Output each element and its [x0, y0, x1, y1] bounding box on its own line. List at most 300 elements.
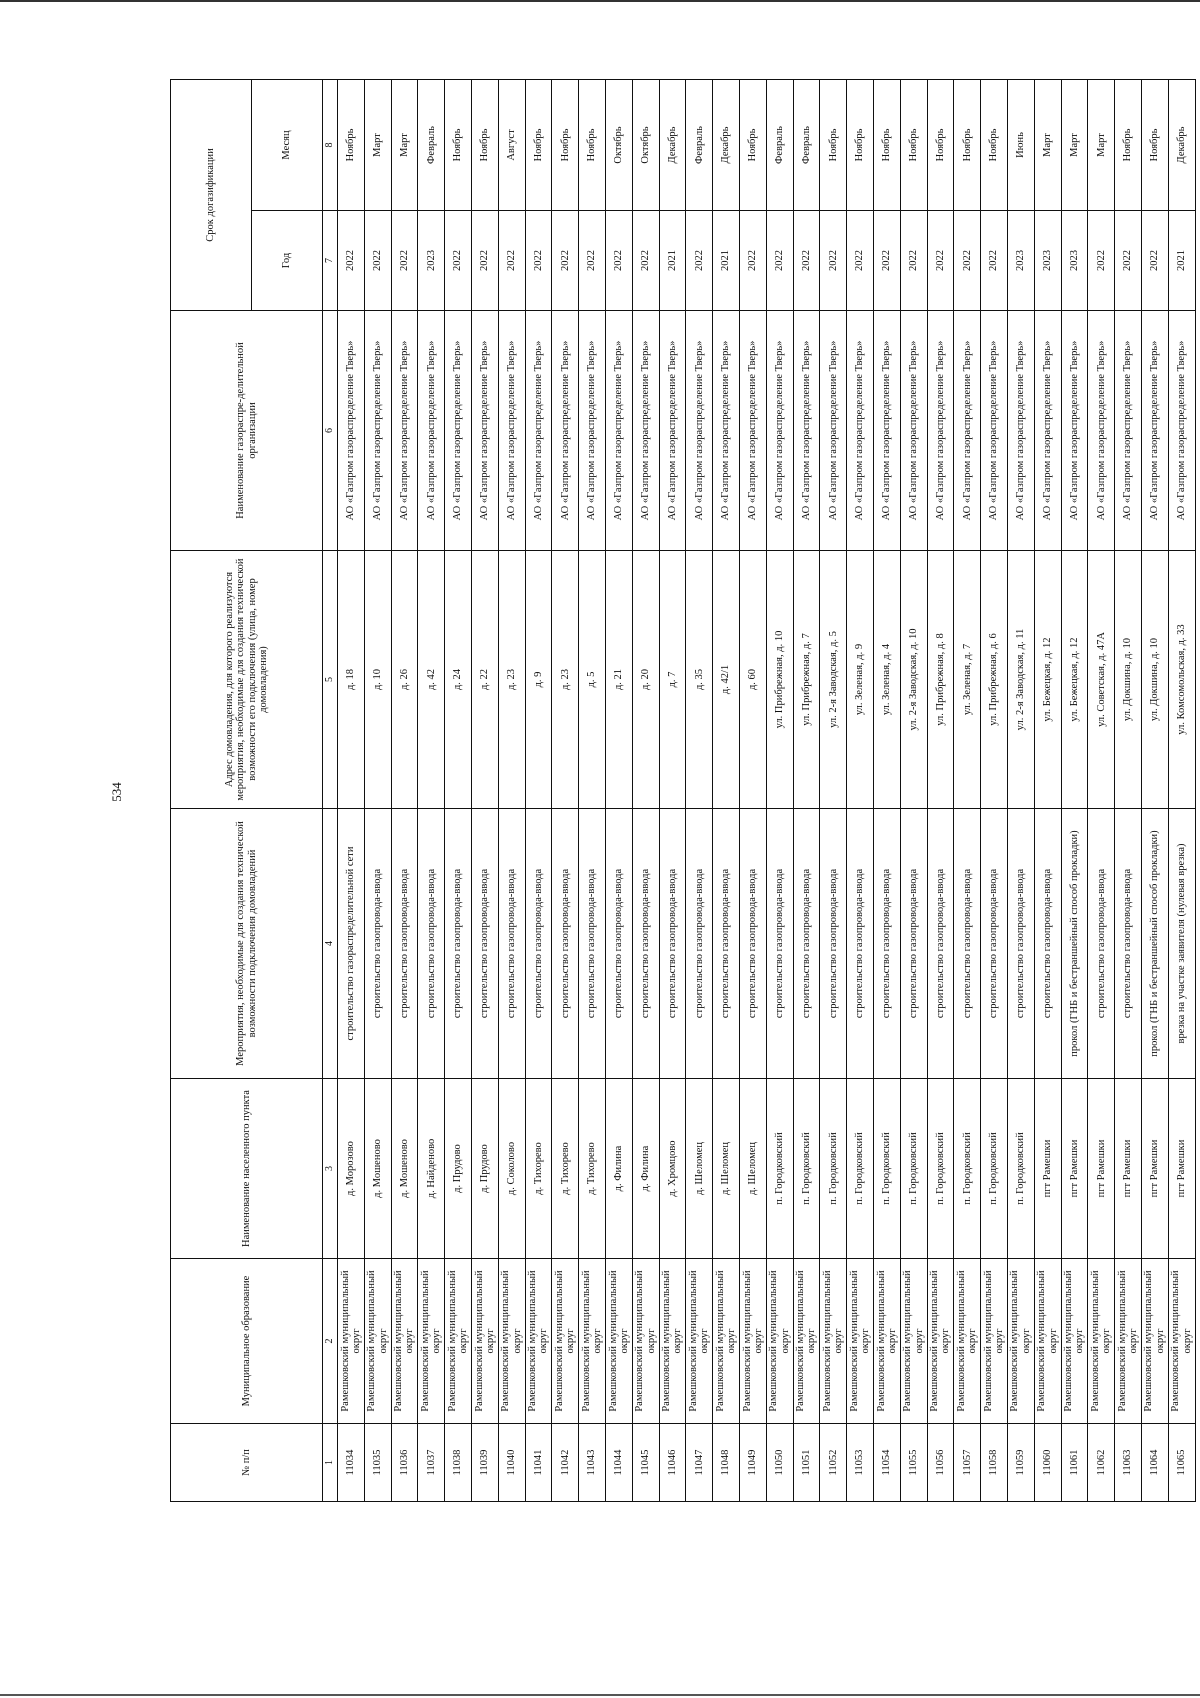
cell-municipality: Рамешковский муниципальный округ	[605, 1259, 632, 1424]
header-organization: Наименование газораспре-делительной организации	[171, 311, 323, 551]
cell-settlement: пгт Рамешки	[1115, 1079, 1142, 1259]
cell-settlement: п. Городковский	[820, 1079, 847, 1259]
cell-year: 2022	[525, 211, 552, 311]
cell-settlement: п. Городковский	[766, 1079, 793, 1259]
cell-organization: АО «Газпром газораспределение Тверь»	[954, 311, 981, 551]
cell-month: Март	[391, 79, 418, 210]
cell-year: 2022	[739, 211, 766, 311]
cell-address: ул. Комсомольская, д. 33	[1168, 551, 1195, 809]
cell-year: 2022	[552, 211, 579, 311]
gasification-table	[170, 79, 1196, 1502]
cell-organization: АО «Газпром газораспределение Тверь»	[1061, 311, 1088, 551]
cell-address: д. 26	[391, 551, 418, 809]
cell-works: строительство газопровода-ввода	[793, 809, 820, 1079]
cell-organization: АО «Газпром газораспределение Тверь»	[1088, 311, 1115, 551]
cell-address: д. 24	[445, 551, 472, 809]
cell-number: 11043	[579, 1424, 606, 1502]
cell-works: строительство газопровода-ввода	[927, 809, 954, 1079]
cell-month: Ноябрь	[954, 79, 981, 210]
cell-municipality: Рамешковский муниципальный округ	[471, 1259, 498, 1424]
cell-number: 11054	[873, 1424, 900, 1502]
cell-works: строительство газопровода-ввода	[954, 809, 981, 1079]
cell-works: строительство газопровода-ввода	[1115, 809, 1142, 1079]
cell-month: Ноябрь	[1141, 79, 1168, 210]
cell-organization: АО «Газпром газораспределение Тверь»	[445, 311, 472, 551]
header-year: Год	[252, 211, 323, 311]
cell-municipality: Рамешковский муниципальный округ	[1061, 1259, 1088, 1424]
cell-works: строительство газопровода-ввода	[418, 809, 445, 1079]
cell-organization: АО «Газпром газораспределение Тверь»	[981, 311, 1008, 551]
cell-organization: АО «Газпром газораспределение Тверь»	[579, 311, 606, 551]
cell-month: Март	[1061, 79, 1088, 210]
cell-month: Июнь	[1007, 79, 1034, 210]
cell-month: Февраль	[418, 79, 445, 210]
cell-settlement: п. Городковский	[927, 1079, 954, 1259]
table-row	[1034, 79, 1061, 1501]
cell-year: 2021	[1168, 211, 1195, 311]
cell-year: 2022	[766, 211, 793, 311]
table-row	[793, 79, 820, 1501]
table-row	[820, 79, 847, 1501]
cell-settlement: д. Тихорево	[552, 1079, 579, 1259]
table-row	[1168, 79, 1195, 1501]
cell-month: Ноябрь	[1115, 79, 1142, 210]
cell-organization: АО «Газпром газораспределение Тверь»	[766, 311, 793, 551]
cell-organization: АО «Газпром газораспределение Тверь»	[1115, 311, 1142, 551]
cell-address: ул. 2-я Заводская, д. 10	[900, 551, 927, 809]
cell-number: 11051	[793, 1424, 820, 1502]
cell-municipality: Рамешковский муниципальный округ	[659, 1259, 686, 1424]
table-row	[632, 79, 659, 1501]
cell-municipality: Рамешковский муниципальный округ	[445, 1259, 472, 1424]
table-row	[686, 79, 713, 1501]
cell-year: 2022	[954, 211, 981, 311]
cell-municipality: Рамешковский муниципальный округ	[1034, 1259, 1061, 1424]
cell-works: строительство газопровода-ввода	[713, 809, 740, 1079]
cell-municipality: Рамешковский муниципальный округ	[364, 1259, 391, 1424]
cell-month: Ноябрь	[445, 79, 472, 210]
cell-month: Ноябрь	[338, 79, 365, 210]
column-number-row	[323, 79, 338, 1501]
cell-number: 11065	[1168, 1424, 1195, 1502]
cell-works: строительство газопровода-ввода	[1007, 809, 1034, 1079]
cell-organization: АО «Газпром газораспределение Тверь»	[1168, 311, 1195, 551]
header-works: Мероприятия, необходимые для создания технической возможности подключения домовладений	[171, 809, 323, 1079]
cell-year: 2022	[686, 211, 713, 311]
cell-address: д. 60	[739, 551, 766, 809]
cell-address: ул. Советская, д. 47А	[1088, 551, 1115, 809]
cell-year: 2022	[793, 211, 820, 311]
cell-year: 2023	[418, 211, 445, 311]
cell-settlement: д. Шеломец	[713, 1079, 740, 1259]
cell-address: д. 42/1	[713, 551, 740, 809]
cell-month: Ноябрь	[873, 79, 900, 210]
cell-settlement: д. Соколово	[498, 1079, 525, 1259]
cell-year: 2022	[900, 211, 927, 311]
cell-address: ул. Докшина, д. 10	[1141, 551, 1168, 809]
cell-settlement: п. Городковский	[954, 1079, 981, 1259]
table-row	[927, 79, 954, 1501]
cell-year: 2021	[713, 211, 740, 311]
cell-address: ул. Зеленая, д. 4	[873, 551, 900, 809]
table-row	[1061, 79, 1088, 1501]
scan-edge-bottom	[0, 1694, 1200, 1696]
cell-settlement: д. Прудово	[471, 1079, 498, 1259]
cell-address: ул. 2-я Заводская, д. 11	[1007, 551, 1034, 809]
table-row	[364, 79, 391, 1501]
cell-year: 2022	[981, 211, 1008, 311]
cell-number: 11063	[1115, 1424, 1142, 1502]
cell-month: Ноябрь	[552, 79, 579, 210]
cell-works: строительство газопровода-ввода	[552, 809, 579, 1079]
cell-settlement: д. Мошеново	[391, 1079, 418, 1259]
cell-address: ул. Бежецкая, д. 12	[1034, 551, 1061, 809]
cell-year: 2022	[847, 211, 874, 311]
cell-address: ул. Прибрежная, д. 10	[766, 551, 793, 809]
table-row	[766, 79, 793, 1501]
cell-address: ул. Бежецкая, д. 12	[1061, 551, 1088, 809]
cell-works: строительство газопровода-ввода	[873, 809, 900, 1079]
cell-number: 11048	[713, 1424, 740, 1502]
cell-address: д. 22	[471, 551, 498, 809]
cell-number: 11037	[418, 1424, 445, 1502]
header-settlement: Наименование населенного пункта	[171, 1079, 323, 1259]
page-number: 534	[109, 782, 124, 802]
table-row	[552, 79, 579, 1501]
cell-address: д. 21	[605, 551, 632, 809]
cell-works: строительство газораспределительной сети	[338, 809, 365, 1079]
cell-number: 11036	[391, 1424, 418, 1502]
cell-number: 11059	[1007, 1424, 1034, 1502]
cell-number: 11050	[766, 1424, 793, 1502]
cell-organization: АО «Газпром газораспределение Тверь»	[498, 311, 525, 551]
cell-municipality: Рамешковский муниципальный округ	[1115, 1259, 1142, 1424]
cell-number: 11046	[659, 1424, 686, 1502]
table-row	[1141, 79, 1168, 1501]
cell-organization: АО «Газпром газораспределение Тверь»	[793, 311, 820, 551]
cell-works: строительство газопровода-ввода	[525, 809, 552, 1079]
cell-municipality: Рамешковский муниципальный округ	[418, 1259, 445, 1424]
column-number: 1	[323, 1424, 338, 1502]
cell-number: 11056	[927, 1424, 954, 1502]
cell-month: Октябрь	[632, 79, 659, 210]
cell-address: д. 42	[418, 551, 445, 809]
cell-year: 2022	[1115, 211, 1142, 311]
table-rotator	[170, 80, 1193, 1502]
cell-address: д. 7	[659, 551, 686, 809]
cell-organization: АО «Газпром газораспределение Тверь»	[391, 311, 418, 551]
cell-settlement: пгт Рамешки	[1141, 1079, 1168, 1259]
cell-month: Ноябрь	[927, 79, 954, 210]
cell-organization: АО «Газпром газораспределение Тверь»	[418, 311, 445, 551]
cell-number: 11039	[471, 1424, 498, 1502]
cell-municipality: Рамешковский муниципальный округ	[579, 1259, 606, 1424]
cell-settlement: д. Филина	[632, 1079, 659, 1259]
cell-works: прокол (ГНБ и бестраншейный способ прокладки)	[1141, 809, 1168, 1079]
cell-number: 11057	[954, 1424, 981, 1502]
column-number: 5	[323, 551, 338, 809]
cell-month: Август	[498, 79, 525, 210]
table-row	[391, 79, 418, 1501]
cell-settlement: д. Шеломец	[686, 1079, 713, 1259]
cell-settlement: д. Тихорево	[579, 1079, 606, 1259]
table-row	[498, 79, 525, 1501]
cell-municipality: Рамешковский муниципальный округ	[1168, 1259, 1195, 1424]
cell-year: 2022	[338, 211, 365, 311]
header-address: Адрес домовладения, для которого реализуются мероприятия, необходимые для создания технической возможности его подключения (улица, номер домовладения)	[171, 551, 323, 809]
cell-address: ул. Зеленая, д. 7	[954, 551, 981, 809]
cell-number: 11034	[338, 1424, 365, 1502]
cell-settlement: п. Городковский	[1007, 1079, 1034, 1259]
cell-municipality: Рамешковский муниципальный округ	[820, 1259, 847, 1424]
table-row	[847, 79, 874, 1501]
cell-address: д. 35	[686, 551, 713, 809]
cell-settlement: пгт Рамешки	[1168, 1079, 1195, 1259]
cell-works: строительство газопровода-ввода	[471, 809, 498, 1079]
cell-works: строительство газопровода-ввода	[1088, 809, 1115, 1079]
cell-organization: АО «Газпром газораспределение Тверь»	[739, 311, 766, 551]
cell-organization: АО «Газпром газораспределение Тверь»	[927, 311, 954, 551]
cell-municipality: Рамешковский муниципальный округ	[552, 1259, 579, 1424]
cell-year: 2023	[1007, 211, 1034, 311]
table-row	[525, 79, 552, 1501]
cell-organization: АО «Газпром газораспределение Тверь»	[659, 311, 686, 551]
cell-works: строительство газопровода-ввода	[900, 809, 927, 1079]
cell-year: 2021	[659, 211, 686, 311]
cell-number: 11052	[820, 1424, 847, 1502]
cell-settlement: п. Городковский	[873, 1079, 900, 1259]
cell-month: Ноябрь	[820, 79, 847, 210]
cell-organization: АО «Газпром газораспределение Тверь»	[713, 311, 740, 551]
cell-settlement: пгт Рамешки	[1034, 1079, 1061, 1259]
cell-works: строительство газопровода-ввода	[981, 809, 1008, 1079]
cell-settlement: п. Городковский	[847, 1079, 874, 1259]
cell-number: 11040	[498, 1424, 525, 1502]
table-row	[445, 79, 472, 1501]
table-row	[659, 79, 686, 1501]
cell-number: 11062	[1088, 1424, 1115, 1502]
table-row	[739, 79, 766, 1501]
cell-year: 2023	[1034, 211, 1061, 311]
column-number: 4	[323, 809, 338, 1079]
cell-year: 2022	[1141, 211, 1168, 311]
cell-month: Ноябрь	[579, 79, 606, 210]
cell-year: 2022	[1088, 211, 1115, 311]
cell-address: д. 18	[338, 551, 365, 809]
cell-settlement: д. Мошеново	[364, 1079, 391, 1259]
cell-municipality: Рамешковский муниципальный округ	[900, 1259, 927, 1424]
cell-month: Ноябрь	[525, 79, 552, 210]
cell-organization: АО «Газпром газораспределение Тверь»	[873, 311, 900, 551]
column-number: 3	[323, 1079, 338, 1259]
cell-works: строительство газопровода-ввода	[820, 809, 847, 1079]
cell-works: строительство газопровода-ввода	[847, 809, 874, 1079]
cell-settlement: д. Хромцово	[659, 1079, 686, 1259]
cell-municipality: Рамешковский муниципальный округ	[981, 1259, 1008, 1424]
cell-settlement: д. Филина	[605, 1079, 632, 1259]
cell-municipality: Рамешковский муниципальный округ	[632, 1259, 659, 1424]
cell-month: Ноябрь	[900, 79, 927, 210]
cell-address: ул. Зеленая, д. 9	[847, 551, 874, 809]
cell-year: 2022	[820, 211, 847, 311]
cell-number: 11049	[739, 1424, 766, 1502]
table-row	[1088, 79, 1115, 1501]
cell-year: 2022	[364, 211, 391, 311]
cell-month: Март	[1088, 79, 1115, 210]
cell-settlement: п. Городковский	[900, 1079, 927, 1259]
cell-organization: АО «Газпром газораспределение Тверь»	[1034, 311, 1061, 551]
table-row	[873, 79, 900, 1501]
cell-month: Февраль	[686, 79, 713, 210]
cell-month: Ноябрь	[847, 79, 874, 210]
column-number: 6	[323, 311, 338, 551]
table-row	[418, 79, 445, 1501]
cell-works: строительство газопровода-ввода	[739, 809, 766, 1079]
cell-month: Декабрь	[713, 79, 740, 210]
cell-organization: АО «Газпром газораспределение Тверь»	[552, 311, 579, 551]
table-row	[981, 79, 1008, 1501]
cell-address: ул. Докшина, д. 10	[1115, 551, 1142, 809]
cell-month: Март	[1034, 79, 1061, 210]
cell-municipality: Рамешковский муниципальный округ	[525, 1259, 552, 1424]
column-number: 2	[323, 1259, 338, 1424]
table-row	[579, 79, 606, 1501]
cell-number: 11061	[1061, 1424, 1088, 1502]
cell-number: 11060	[1034, 1424, 1061, 1502]
cell-organization: АО «Газпром газораспределение Тверь»	[471, 311, 498, 551]
table-row	[954, 79, 981, 1501]
cell-municipality: Рамешковский муниципальный округ	[793, 1259, 820, 1424]
cell-organization: АО «Газпром газораспределение Тверь»	[1141, 311, 1168, 551]
header-number: № п/п	[171, 1424, 323, 1502]
cell-settlement: д. Тихорево	[525, 1079, 552, 1259]
cell-settlement: п. Городковский	[793, 1079, 820, 1259]
cell-works: строительство газопровода-ввода	[391, 809, 418, 1079]
cell-organization: АО «Газпром газораспределение Тверь»	[847, 311, 874, 551]
cell-year: 2022	[498, 211, 525, 311]
cell-month: Ноябрь	[981, 79, 1008, 210]
table-row	[605, 79, 632, 1501]
cell-month: Декабрь	[659, 79, 686, 210]
cell-municipality: Рамешковский муниципальный округ	[1007, 1259, 1034, 1424]
cell-month: Ноябрь	[471, 79, 498, 210]
cell-works: строительство газопровода-ввода	[605, 809, 632, 1079]
cell-organization: АО «Газпром газораспределение Тверь»	[1007, 311, 1034, 551]
table-row	[900, 79, 927, 1501]
cell-works: строительство газопровода-ввода	[766, 809, 793, 1079]
cell-settlement: п. Городковский	[981, 1079, 1008, 1259]
table-row	[713, 79, 740, 1501]
cell-address: д. 5	[579, 551, 606, 809]
cell-address: д. 10	[364, 551, 391, 809]
cell-number: 11064	[1141, 1424, 1168, 1502]
cell-settlement: пгт Рамешки	[1061, 1079, 1088, 1259]
scan-edge-top	[0, 0, 1200, 2]
cell-municipality: Рамешковский муниципальный округ	[766, 1259, 793, 1424]
cell-organization: АО «Газпром газораспределение Тверь»	[525, 311, 552, 551]
cell-year: 2022	[927, 211, 954, 311]
cell-works: строительство газопровода-ввода	[498, 809, 525, 1079]
cell-works: строительство газопровода-ввода	[579, 809, 606, 1079]
cell-organization: АО «Газпром газораспределение Тверь»	[364, 311, 391, 551]
cell-works: строительство газопровода-ввода	[1034, 809, 1061, 1079]
cell-works: строительство газопровода-ввода	[659, 809, 686, 1079]
cell-municipality: Рамешковский муниципальный округ	[873, 1259, 900, 1424]
cell-address: д. 20	[632, 551, 659, 809]
cell-municipality: Рамешковский муниципальный округ	[686, 1259, 713, 1424]
rotated-table-area	[170, 80, 1193, 1502]
column-number: 8	[323, 79, 338, 210]
cell-month: Октябрь	[605, 79, 632, 210]
table-body	[338, 79, 1196, 1501]
cell-settlement: пгт Рамешки	[1088, 1079, 1115, 1259]
cell-municipality: Рамешковский муниципальный округ	[954, 1259, 981, 1424]
cell-address: д. 23	[498, 551, 525, 809]
table-row	[1115, 79, 1142, 1501]
header-municipality: Муниципальное образование	[171, 1259, 323, 1424]
column-number: 7	[323, 211, 338, 311]
cell-number: 11041	[525, 1424, 552, 1502]
cell-number: 11047	[686, 1424, 713, 1502]
cell-works: врезка на участке заявителя (нулевая врезка)	[1168, 809, 1195, 1079]
cell-works: строительство газопровода-ввода	[364, 809, 391, 1079]
cell-year: 2022	[632, 211, 659, 311]
cell-month: Ноябрь	[739, 79, 766, 210]
cell-number: 11035	[364, 1424, 391, 1502]
cell-address: ул. 2-я Заводская, д. 5	[820, 551, 847, 809]
cell-organization: АО «Газпром газораспределение Тверь»	[820, 311, 847, 551]
cell-organization: АО «Газпром газораспределение Тверь»	[338, 311, 365, 551]
cell-municipality: Рамешковский муниципальный округ	[338, 1259, 365, 1424]
cell-settlement: д. Шеломец	[739, 1079, 766, 1259]
cell-organization: АО «Газпром газораспределение Тверь»	[900, 311, 927, 551]
cell-year: 2023	[1061, 211, 1088, 311]
cell-works: строительство газопровода-ввода	[632, 809, 659, 1079]
cell-municipality: Рамешковский муниципальный округ	[847, 1259, 874, 1424]
table-row	[471, 79, 498, 1501]
cell-municipality: Рамешковский муниципальный округ	[713, 1259, 740, 1424]
cell-year: 2022	[873, 211, 900, 311]
table-row	[1007, 79, 1034, 1501]
cell-number: 11055	[900, 1424, 927, 1502]
cell-month: Март	[364, 79, 391, 210]
cell-number: 11053	[847, 1424, 874, 1502]
cell-organization: АО «Газпром газораспределение Тверь»	[632, 311, 659, 551]
cell-month: Декабрь	[1168, 79, 1195, 210]
cell-number: 11038	[445, 1424, 472, 1502]
cell-municipality: Рамешковский муниципальный округ	[1088, 1259, 1115, 1424]
cell-settlement: д. Морозово	[338, 1079, 365, 1259]
cell-address: д. 23	[552, 551, 579, 809]
cell-works: строительство газопровода-ввода	[686, 809, 713, 1079]
cell-address: ул. Прибрежная, д. 6	[981, 551, 1008, 809]
cell-municipality: Рамешковский муниципальный округ	[1141, 1259, 1168, 1424]
cell-month: Февраль	[793, 79, 820, 210]
cell-year: 2022	[605, 211, 632, 311]
cell-month: Февраль	[766, 79, 793, 210]
cell-settlement: д. Прудово	[445, 1079, 472, 1259]
header-deadline-group: Срок догазификации	[171, 79, 252, 310]
cell-year: 2022	[445, 211, 472, 311]
cell-organization: АО «Газпром газораспределение Тверь»	[686, 311, 713, 551]
table-row	[338, 79, 365, 1501]
cell-settlement: д. Найденово	[418, 1079, 445, 1259]
cell-number: 11042	[552, 1424, 579, 1502]
cell-municipality: Рамешковский муниципальный округ	[391, 1259, 418, 1424]
cell-year: 2022	[579, 211, 606, 311]
cell-address: ул. Прибрежная, д. 8	[927, 551, 954, 809]
cell-works: прокол (ГНБ и бестраншейный способ прокладки)	[1061, 809, 1088, 1079]
